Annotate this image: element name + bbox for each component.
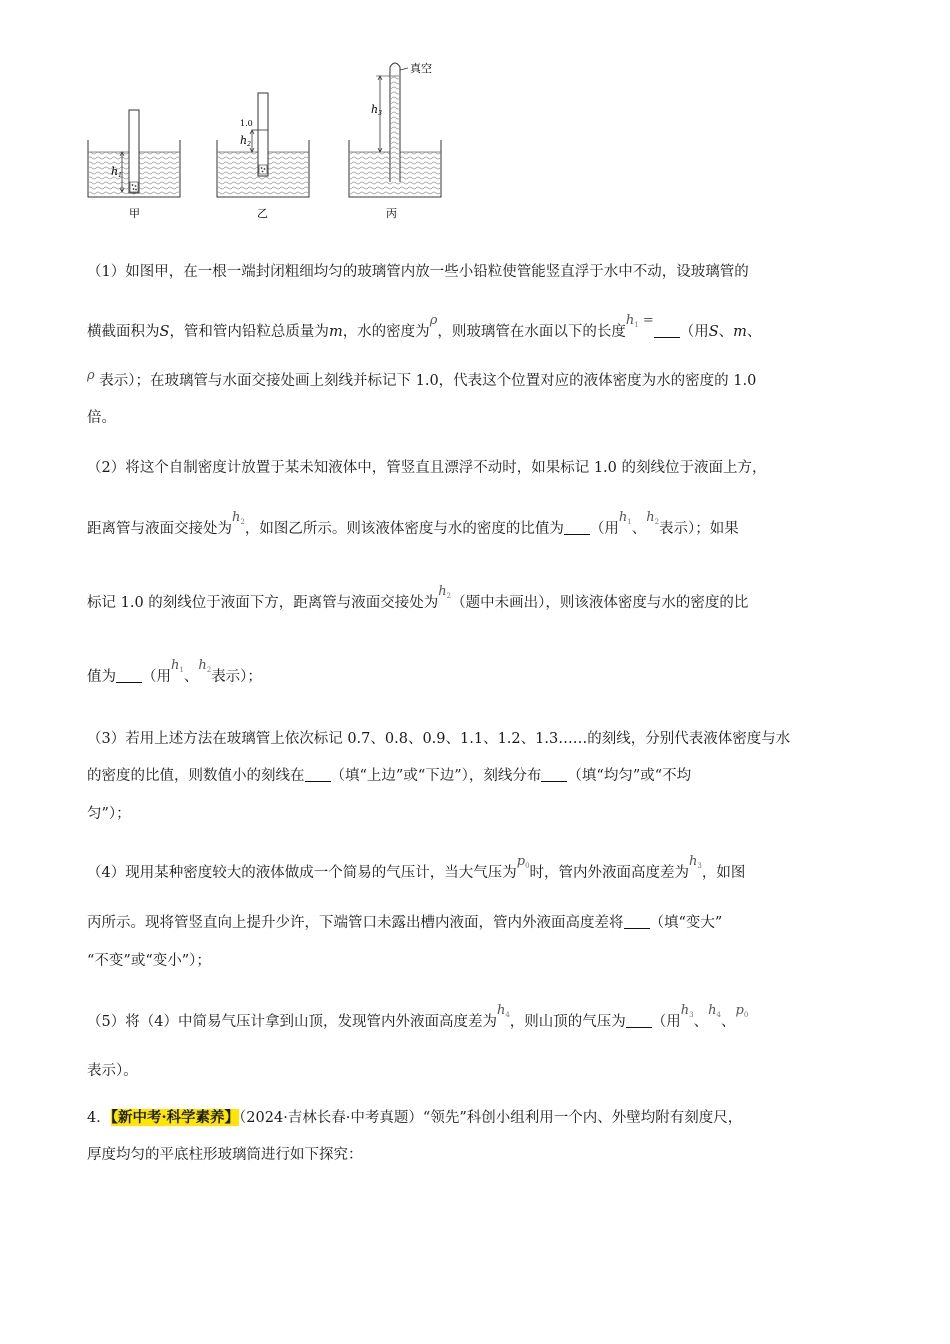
q2-line4: 值为 （用$h_1$、$h_2$表示）；	[87, 658, 262, 685]
q2-line3: 标记 1.0 的刻线位于液面下方，距离管与液面交接处为$h_2$（题中未画出），则该液体密度与水的密度的比	[87, 584, 749, 611]
q1-line3: ρ 表示）；在玻璃管与水面交接处画上刻线并标记下 1.0，代表这个位置对应的液体密度为水的密度的 1.0	[87, 368, 757, 389]
h2-label: h2	[240, 134, 251, 148]
answer-blank-height-change[interactable]	[624, 914, 650, 929]
h1-label: h1	[111, 165, 122, 179]
h2-symbol-q2c: $h_2$	[198, 658, 212, 674]
q2-line1: （2）将这个自制密度计放置于某未知液体中，管竖直且漂浮不动时，如果标记 1.0 的刻线位于液面上方，	[87, 460, 767, 476]
h4-symbol: $h_4$	[496, 1003, 510, 1019]
h4-symbol-q5: $h_4$	[708, 1003, 721, 1019]
answer-blank-ratio-below[interactable]	[116, 668, 142, 683]
q3-line2: 的密度的比值，则数值小的刻线在 （填“上边”或“下边”），刻线分布 （填“均匀”或“不均	[87, 768, 692, 784]
figure-label-yi: 乙	[257, 207, 268, 220]
h1-symbol-q2: $h_1$	[618, 510, 632, 526]
problem-4-line2: 厚度均匀的平底柱形玻璃筒进行如下探究：	[87, 1147, 363, 1163]
h2-symbol: $h_2$	[232, 510, 245, 526]
q4-line3: “不变”或“变小”）；	[87, 953, 211, 969]
q3-line1: （3）若用上述方法在玻璃管上依次标记 0.7、0.8、0.9、1.1、1.2、1.3……的刻线，分别代表液体密度与水	[87, 731, 791, 747]
h3-label: h3	[371, 103, 382, 117]
mark-1-0-label: 1.0	[240, 119, 253, 128]
figure-bing	[349, 61, 441, 220]
h1-symbol: $h_1$ =	[625, 313, 654, 329]
figure-jia	[88, 110, 180, 220]
tag-badge: 【新中考·科学素养】	[110, 1109, 240, 1126]
q1-line1: （1）如图甲，在一根一端封闭粗细均匀的玻璃管内放一些小铅粒使管能竖直浮于水中不动，设玻璃管的	[87, 264, 749, 280]
figure-label-jia: 甲	[129, 207, 140, 220]
q4-line1: （4）现用某种密度较大的液体做成一个简易的气压计，当大气压为$p_0$时，管内外液面高度差为$h_3$，如图	[87, 854, 746, 881]
answer-blank-pressure[interactable]	[626, 1013, 652, 1028]
p0-symbol-q5: $p_0$	[735, 1003, 749, 1019]
h3-symbol: $h_3$	[689, 854, 702, 870]
q2-line2: 距离管与液面交接处为$h_2$，如图乙所示。则该液体密度与水的密度的比值为 （用$h_1$、$h_2$表示）；如果	[87, 510, 739, 537]
figure-yi	[217, 93, 309, 220]
vacuum-label: 真空	[410, 62, 432, 75]
rho-symbol: ρ	[429, 313, 438, 328]
h3-symbol-q5: $h_3$	[680, 1003, 694, 1019]
q5-line1: （5）将（4）中简易气压计拿到山顶，发现管内外液面高度差为$h_4$，则山顶的气压为 （用$h_3$、$h_4$、$p_0$	[87, 1003, 749, 1030]
answer-blank-distribution[interactable]	[541, 767, 567, 782]
problem-4-line1: 4．【新中考·科学素养】（2024·吉林长春·中考真题）“领先”科创小组利用一个内、外壁均附有刻度尺，	[87, 1109, 743, 1126]
h1-symbol-q2c: $h_1$	[171, 658, 184, 674]
h2-symbol-q2b: $h_2$	[438, 584, 452, 600]
q1-line2: 横截面积为S，管和管内铅粒总质量为m，水的密度为ρ，则玻璃管在水面以下的长度$h_1$ =（用S、m、	[87, 313, 762, 340]
answer-blank-position[interactable]	[305, 767, 331, 782]
p0-symbol: $p_0$	[516, 854, 530, 870]
q1-line4: 倍。	[87, 410, 116, 426]
answer-blank-h1[interactable]	[654, 323, 680, 338]
q5-line2: 表示）。	[87, 1063, 138, 1079]
rho-symbol-2: ρ	[87, 368, 95, 383]
q4-line2: 丙所示。现将管竖直向上提升少许，下端管口未露出槽内液面，管内外液面高度差将 （填“变大”	[87, 915, 723, 931]
figure-jia-yi-bing	[80, 55, 460, 225]
h2-symbol-q2: $h_2$	[646, 510, 660, 526]
answer-blank-ratio-above[interactable]	[564, 520, 590, 535]
figure-label-bing: 丙	[386, 207, 397, 220]
q3-line3: 匀”）；	[87, 806, 131, 822]
